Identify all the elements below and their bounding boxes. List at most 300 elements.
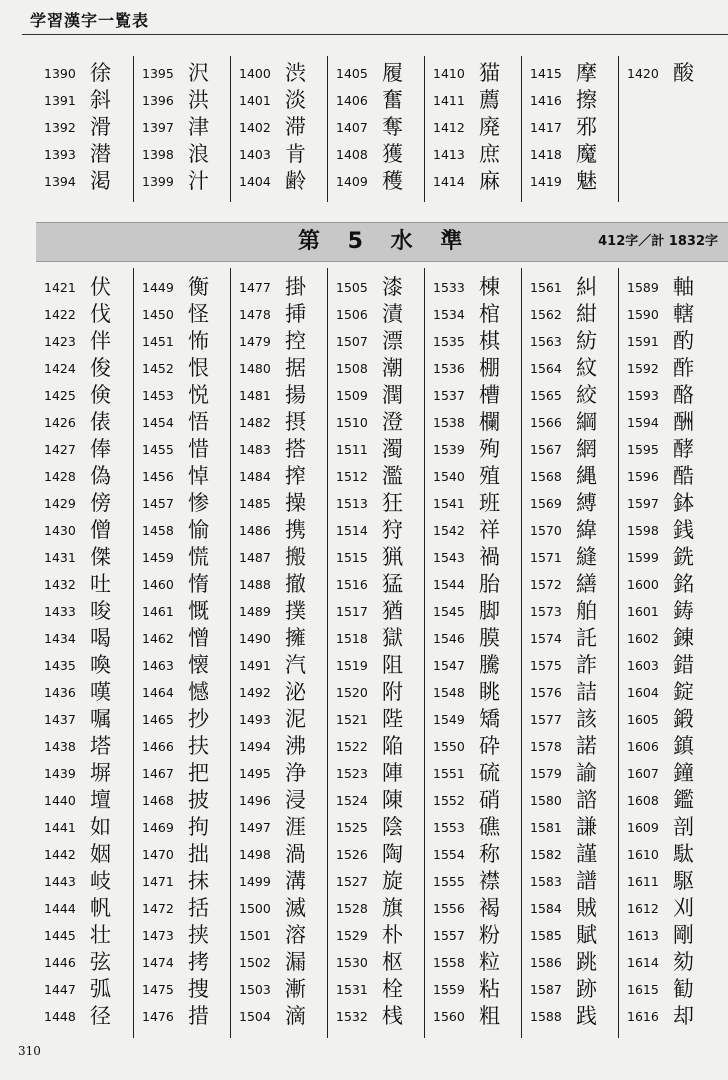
kanji-number: 1424	[44, 361, 76, 376]
kanji-character: 庶	[479, 142, 500, 166]
kanji-entry	[231, 787, 328, 814]
kanji-entry	[134, 168, 231, 195]
kanji-entry	[134, 814, 231, 841]
kanji-number: 1454	[142, 415, 174, 430]
kanji-column	[133, 56, 231, 202]
kanji-number: 1612	[627, 901, 659, 916]
kanji-character: 悦	[188, 383, 209, 407]
kanji-entry	[231, 706, 328, 733]
kanji-number: 1461	[142, 604, 174, 619]
kanji-number: 1598	[627, 523, 659, 538]
kanji-character: 猟	[382, 545, 403, 569]
kanji-number: 1483	[239, 442, 271, 457]
kanji-number: 1614	[627, 955, 659, 970]
kanji-entry	[425, 436, 522, 463]
kanji-entry	[36, 490, 133, 517]
kanji-character: 澄	[382, 410, 403, 434]
kanji-number: 1518	[336, 631, 368, 646]
kanji-number: 1439	[44, 766, 76, 781]
kanji-entry	[134, 328, 231, 355]
kanji-character: 濫	[382, 464, 403, 488]
kanji-number: 1547	[433, 658, 465, 673]
kanji-entry	[425, 625, 522, 652]
kanji-character: 憎	[188, 626, 209, 650]
kanji-entry	[231, 463, 328, 490]
kanji-character: 諮	[576, 788, 597, 812]
kanji-entry	[134, 274, 231, 301]
kanji-entry	[36, 301, 133, 328]
kanji-number: 1520	[336, 685, 368, 700]
kanji-number: 1546	[433, 631, 465, 646]
kanji-number: 1463	[142, 658, 174, 673]
kanji-character: 沸	[285, 734, 306, 758]
kanji-number: 1545	[433, 604, 465, 619]
kanji-character: 践	[576, 1004, 597, 1028]
kanji-character: 縄	[576, 464, 597, 488]
kanji-character: 憾	[188, 680, 209, 704]
kanji-entry	[231, 301, 328, 328]
kanji-number: 1399	[142, 174, 174, 189]
kanji-character: 魅	[576, 169, 597, 193]
kanji-number: 1555	[433, 874, 465, 889]
kanji-character: 却	[673, 1004, 694, 1028]
kanji-character: 網	[576, 437, 597, 461]
kanji-character: 浪	[188, 142, 209, 166]
kanji-entry	[328, 382, 425, 409]
kanji-character: 劾	[673, 950, 694, 974]
kanji-number: 1512	[336, 469, 368, 484]
kanji-character: 陣	[382, 761, 403, 785]
kanji-character: 弧	[90, 977, 111, 1001]
kanji-character: 詰	[576, 680, 597, 704]
kanji-entry	[134, 598, 231, 625]
kanji-entry	[425, 409, 522, 436]
kanji-character: 絞	[576, 383, 597, 407]
kanji-character: 猫	[479, 61, 500, 85]
kanji-entry	[522, 355, 619, 382]
kanji-character: 怪	[188, 302, 209, 326]
kanji-entry	[134, 652, 231, 679]
kanji-entry	[619, 60, 716, 87]
kanji-number: 1613	[627, 928, 659, 943]
kanji-entry	[328, 841, 425, 868]
kanji-number: 1564	[530, 361, 562, 376]
kanji-character: 獲	[382, 142, 403, 166]
kanji-number: 1528	[336, 901, 368, 916]
kanji-character: 銘	[673, 572, 694, 596]
kanji-character: 漏	[285, 950, 306, 974]
kanji-entry	[522, 625, 619, 652]
kanji-character: 怖	[188, 329, 209, 353]
kanji-entry	[231, 409, 328, 436]
kanji-entry	[425, 517, 522, 544]
kanji-entry	[134, 87, 231, 114]
kanji-number: 1577	[530, 712, 562, 727]
kanji-entry	[328, 679, 425, 706]
kanji-entry	[425, 760, 522, 787]
kanji-number: 1467	[142, 766, 174, 781]
kanji-entry	[619, 1003, 716, 1030]
kanji-character: 騰	[479, 653, 500, 677]
kanji-character: 猶	[382, 599, 403, 623]
kanji-entry	[36, 868, 133, 895]
kanji-number: 1563	[530, 334, 562, 349]
kanji-entry	[328, 706, 425, 733]
kanji-character: 齢	[285, 169, 306, 193]
kanji-number: 1471	[142, 874, 174, 889]
kanji-number: 1553	[433, 820, 465, 835]
kanji-number: 1411	[433, 93, 465, 108]
kanji-entry	[619, 301, 716, 328]
kanji-character: 錠	[673, 680, 694, 704]
kanji-column	[133, 268, 231, 1038]
kanji-character: 薦	[479, 88, 500, 112]
kanji-character: 狩	[382, 518, 403, 542]
kanji-number: 1443	[44, 874, 76, 889]
kanji-number: 1392	[44, 120, 76, 135]
kanji-entry	[522, 679, 619, 706]
kanji-entry	[619, 328, 716, 355]
kanji-character: 鎮	[673, 734, 694, 758]
kanji-entry	[425, 814, 522, 841]
kanji-column	[618, 268, 716, 1038]
kanji-character: 滴	[285, 1004, 306, 1028]
kanji-entry	[134, 60, 231, 87]
kanji-character: 譜	[576, 869, 597, 893]
kanji-entry	[522, 274, 619, 301]
kanji-entry	[36, 87, 133, 114]
kanji-entry	[36, 355, 133, 382]
kanji-character: 軸	[673, 275, 694, 299]
kanji-character: 禍	[479, 545, 500, 569]
kanji-number: 1480	[239, 361, 271, 376]
kanji-character: 栓	[382, 977, 403, 1001]
kanji-entry	[36, 60, 133, 87]
kanji-character: 扶	[188, 734, 209, 758]
kanji-number: 1403	[239, 147, 271, 162]
kanji-character: 縛	[576, 491, 597, 515]
kanji-character: 棋	[479, 329, 500, 353]
kanji-number: 1496	[239, 793, 271, 808]
kanji-character: 賊	[576, 896, 597, 920]
kanji-character: 脚	[479, 599, 500, 623]
kanji-entry	[231, 355, 328, 382]
kanji-character: 酌	[673, 329, 694, 353]
kanji-character: 操	[285, 491, 306, 515]
kanji-character: 附	[382, 680, 403, 704]
kanji-entry	[619, 760, 716, 787]
kanji-entry	[328, 409, 425, 436]
kanji-entry	[619, 517, 716, 544]
kanji-entry	[522, 733, 619, 760]
kanji-number: 1479	[239, 334, 271, 349]
kanji-entry	[522, 922, 619, 949]
kanji-character: 邪	[576, 115, 597, 139]
kanji-entry	[36, 409, 133, 436]
kanji-character: 緯	[576, 518, 597, 542]
kanji-number: 1446	[44, 955, 76, 970]
kanji-number: 1608	[627, 793, 659, 808]
kanji-number: 1394	[44, 174, 76, 189]
kanji-number: 1447	[44, 982, 76, 997]
kanji-number: 1534	[433, 307, 465, 322]
kanji-character: 糾	[576, 275, 597, 299]
kanji-character: 濁	[382, 437, 403, 461]
kanji-entry	[328, 141, 425, 168]
kanji-character: 跡	[576, 977, 597, 1001]
kanji-entry	[36, 760, 133, 787]
kanji-column	[521, 268, 619, 1038]
kanji-character: 撲	[285, 599, 306, 623]
kanji-entry	[522, 868, 619, 895]
kanji-number: 1543	[433, 550, 465, 565]
kanji-character: 岐	[90, 869, 111, 893]
kanji-number: 1557	[433, 928, 465, 943]
kanji-number: 1521	[336, 712, 368, 727]
kanji-entry	[134, 706, 231, 733]
kanji-character: 津	[188, 115, 209, 139]
kanji-number: 1510	[336, 415, 368, 430]
kanji-number: 1581	[530, 820, 562, 835]
kanji-number: 1494	[239, 739, 271, 754]
kanji-column	[36, 56, 133, 202]
kanji-character: 揚	[285, 383, 306, 407]
kanji-number: 1588	[530, 1009, 562, 1024]
kanji-character: 肯	[285, 142, 306, 166]
kanji-character: 襟	[479, 869, 500, 893]
kanji-number: 1449	[142, 280, 174, 295]
kanji-number: 1503	[239, 982, 271, 997]
kanji-character: 撤	[285, 572, 306, 596]
kanji-character: 穫	[382, 169, 403, 193]
kanji-number: 1434	[44, 631, 76, 646]
kanji-number: 1395	[142, 66, 174, 81]
kanji-character: 径	[90, 1004, 111, 1028]
kanji-entry	[425, 87, 522, 114]
kanji-character: 唆	[90, 599, 111, 623]
kanji-entry	[619, 733, 716, 760]
kanji-character: 把	[188, 761, 209, 785]
kanji-character: 嘱	[90, 707, 111, 731]
kanji-entry	[425, 922, 522, 949]
kanji-entry	[328, 814, 425, 841]
kanji-character: 棺	[479, 302, 500, 326]
kanji-number: 1432	[44, 577, 76, 592]
kanji-number: 1580	[530, 793, 562, 808]
kanji-character: 眺	[479, 680, 500, 704]
kanji-character: 奪	[382, 115, 403, 139]
kanji-number: 1404	[239, 174, 271, 189]
kanji-character: 沢	[188, 61, 209, 85]
kanji-entry	[619, 679, 716, 706]
kanji-number: 1593	[627, 388, 659, 403]
kanji-character: 挿	[285, 302, 306, 326]
kanji-number: 1402	[239, 120, 271, 135]
kanji-character: 吐	[90, 572, 111, 596]
kanji-entry	[134, 733, 231, 760]
kanji-entry	[231, 625, 328, 652]
kanji-entry	[134, 895, 231, 922]
kanji-character: 繕	[576, 572, 597, 596]
kanji-character: 阻	[382, 653, 403, 677]
kanji-character: 据	[285, 356, 306, 380]
kanji-character: 擁	[285, 626, 306, 650]
kanji-character: 棚	[479, 356, 500, 380]
kanji-number: 1511	[336, 442, 368, 457]
kanji-number: 1425	[44, 388, 76, 403]
kanji-number: 1501	[239, 928, 271, 943]
kanji-number: 1548	[433, 685, 465, 700]
kanji-entry	[36, 679, 133, 706]
kanji-number: 1410	[433, 66, 465, 81]
kanji-entry	[619, 841, 716, 868]
kanji-entry	[522, 895, 619, 922]
kanji-character: 猛	[382, 572, 403, 596]
level-title: 第 5 水 準	[298, 229, 473, 254]
kanji-number: 1535	[433, 334, 465, 349]
kanji-number: 1417	[530, 120, 562, 135]
kanji-number: 1401	[239, 93, 271, 108]
kanji-entry	[619, 814, 716, 841]
kanji-character: 携	[285, 518, 306, 542]
kanji-character: 塔	[90, 734, 111, 758]
kanji-number: 1490	[239, 631, 271, 646]
kanji-entry	[522, 814, 619, 841]
kanji-character: 悟	[188, 410, 209, 434]
kanji-entry	[425, 301, 522, 328]
kanji-character: 槽	[479, 383, 500, 407]
kanji-entry	[36, 141, 133, 168]
kanji-number: 1602	[627, 631, 659, 646]
kanji-entry	[36, 598, 133, 625]
kanji-number: 1508	[336, 361, 368, 376]
kanji-entry	[619, 571, 716, 598]
kanji-number: 1575	[530, 658, 562, 673]
kanji-entry	[134, 868, 231, 895]
kanji-entry	[328, 274, 425, 301]
kanji-number: 1420	[627, 66, 659, 81]
kanji-entry	[328, 922, 425, 949]
kanji-entry	[36, 814, 133, 841]
kanji-character: 酢	[673, 356, 694, 380]
kanji-entry	[134, 787, 231, 814]
kanji-number: 1444	[44, 901, 76, 916]
kanji-number: 1523	[336, 766, 368, 781]
kanji-character: 殉	[479, 437, 500, 461]
kanji-character: 抹	[188, 869, 209, 893]
kanji-entry	[522, 1003, 619, 1030]
kanji-entry	[425, 733, 522, 760]
kanji-character: 斜	[90, 88, 111, 112]
kanji-character: 称	[479, 842, 500, 866]
kanji-character: 姻	[90, 842, 111, 866]
kanji-number: 1599	[627, 550, 659, 565]
kanji-entry	[328, 60, 425, 87]
kanji-entry	[619, 409, 716, 436]
kanji-character: 酪	[673, 383, 694, 407]
kanji-character: 剖	[673, 815, 694, 839]
kanji-character: 傑	[90, 545, 111, 569]
kanji-character: 枢	[382, 950, 403, 974]
kanji-character: 鉢	[673, 491, 694, 515]
kanji-character: 旋	[382, 869, 403, 893]
kanji-number: 1533	[433, 280, 465, 295]
kanji-entry	[328, 355, 425, 382]
kanji-entry	[231, 60, 328, 87]
kanji-entry	[231, 382, 328, 409]
kanji-entry	[231, 1003, 328, 1030]
kanji-character: 掛	[285, 275, 306, 299]
kanji-entry	[425, 544, 522, 571]
kanji-number: 1522	[336, 739, 368, 754]
kanji-entry	[231, 949, 328, 976]
kanji-entry	[522, 571, 619, 598]
kanji-entry	[619, 922, 716, 949]
page-header-title: 学習漢字一覧表	[30, 11, 150, 30]
kanji-character: 硝	[479, 788, 500, 812]
kanji-character: 洪	[188, 88, 209, 112]
kanji-table-continued	[36, 56, 728, 202]
kanji-character: 棟	[479, 275, 500, 299]
kanji-character: 俸	[90, 437, 111, 461]
kanji-number: 1609	[627, 820, 659, 835]
kanji-character: 詐	[576, 653, 597, 677]
kanji-entry	[231, 517, 328, 544]
kanji-entry	[231, 598, 328, 625]
kanji-character: 刈	[673, 896, 694, 920]
kanji-number: 1530	[336, 955, 368, 970]
kanji-entry	[36, 114, 133, 141]
kanji-character: 伴	[90, 329, 111, 353]
kanji-character: 潤	[382, 383, 403, 407]
kanji-number: 1416	[530, 93, 562, 108]
kanji-number: 1604	[627, 685, 659, 700]
kanji-character: 陶	[382, 842, 403, 866]
kanji-entry	[425, 168, 522, 195]
kanji-character: 諭	[576, 761, 597, 785]
kanji-character: 託	[576, 626, 597, 650]
kanji-character: 桟	[382, 1004, 403, 1028]
kanji-entry	[619, 355, 716, 382]
kanji-entry	[328, 544, 425, 571]
kanji-character: 滑	[90, 115, 111, 139]
kanji-character: 膜	[479, 626, 500, 650]
kanji-number: 1590	[627, 307, 659, 322]
kanji-character: 錬	[673, 626, 694, 650]
kanji-entry	[231, 328, 328, 355]
kanji-character: 漂	[382, 329, 403, 353]
kanji-number: 1519	[336, 658, 368, 673]
kanji-number: 1459	[142, 550, 174, 565]
kanji-entry	[619, 895, 716, 922]
kanji-number: 1390	[44, 66, 76, 81]
kanji-character: 酬	[673, 410, 694, 434]
kanji-entry	[522, 517, 619, 544]
kanji-number: 1470	[142, 847, 174, 862]
kanji-character: 控	[285, 329, 306, 353]
kanji-entry	[425, 274, 522, 301]
kanji-character: 麻	[479, 169, 500, 193]
kanji-entry	[134, 355, 231, 382]
kanji-character: 弦	[90, 950, 111, 974]
kanji-column	[230, 268, 328, 1038]
kanji-entry	[425, 652, 522, 679]
kanji-number: 1560	[433, 1009, 465, 1024]
kanji-number: 1525	[336, 820, 368, 835]
kanji-character: 銭	[673, 518, 694, 542]
kanji-number: 1407	[336, 120, 368, 135]
kanji-character: 謙	[576, 815, 597, 839]
